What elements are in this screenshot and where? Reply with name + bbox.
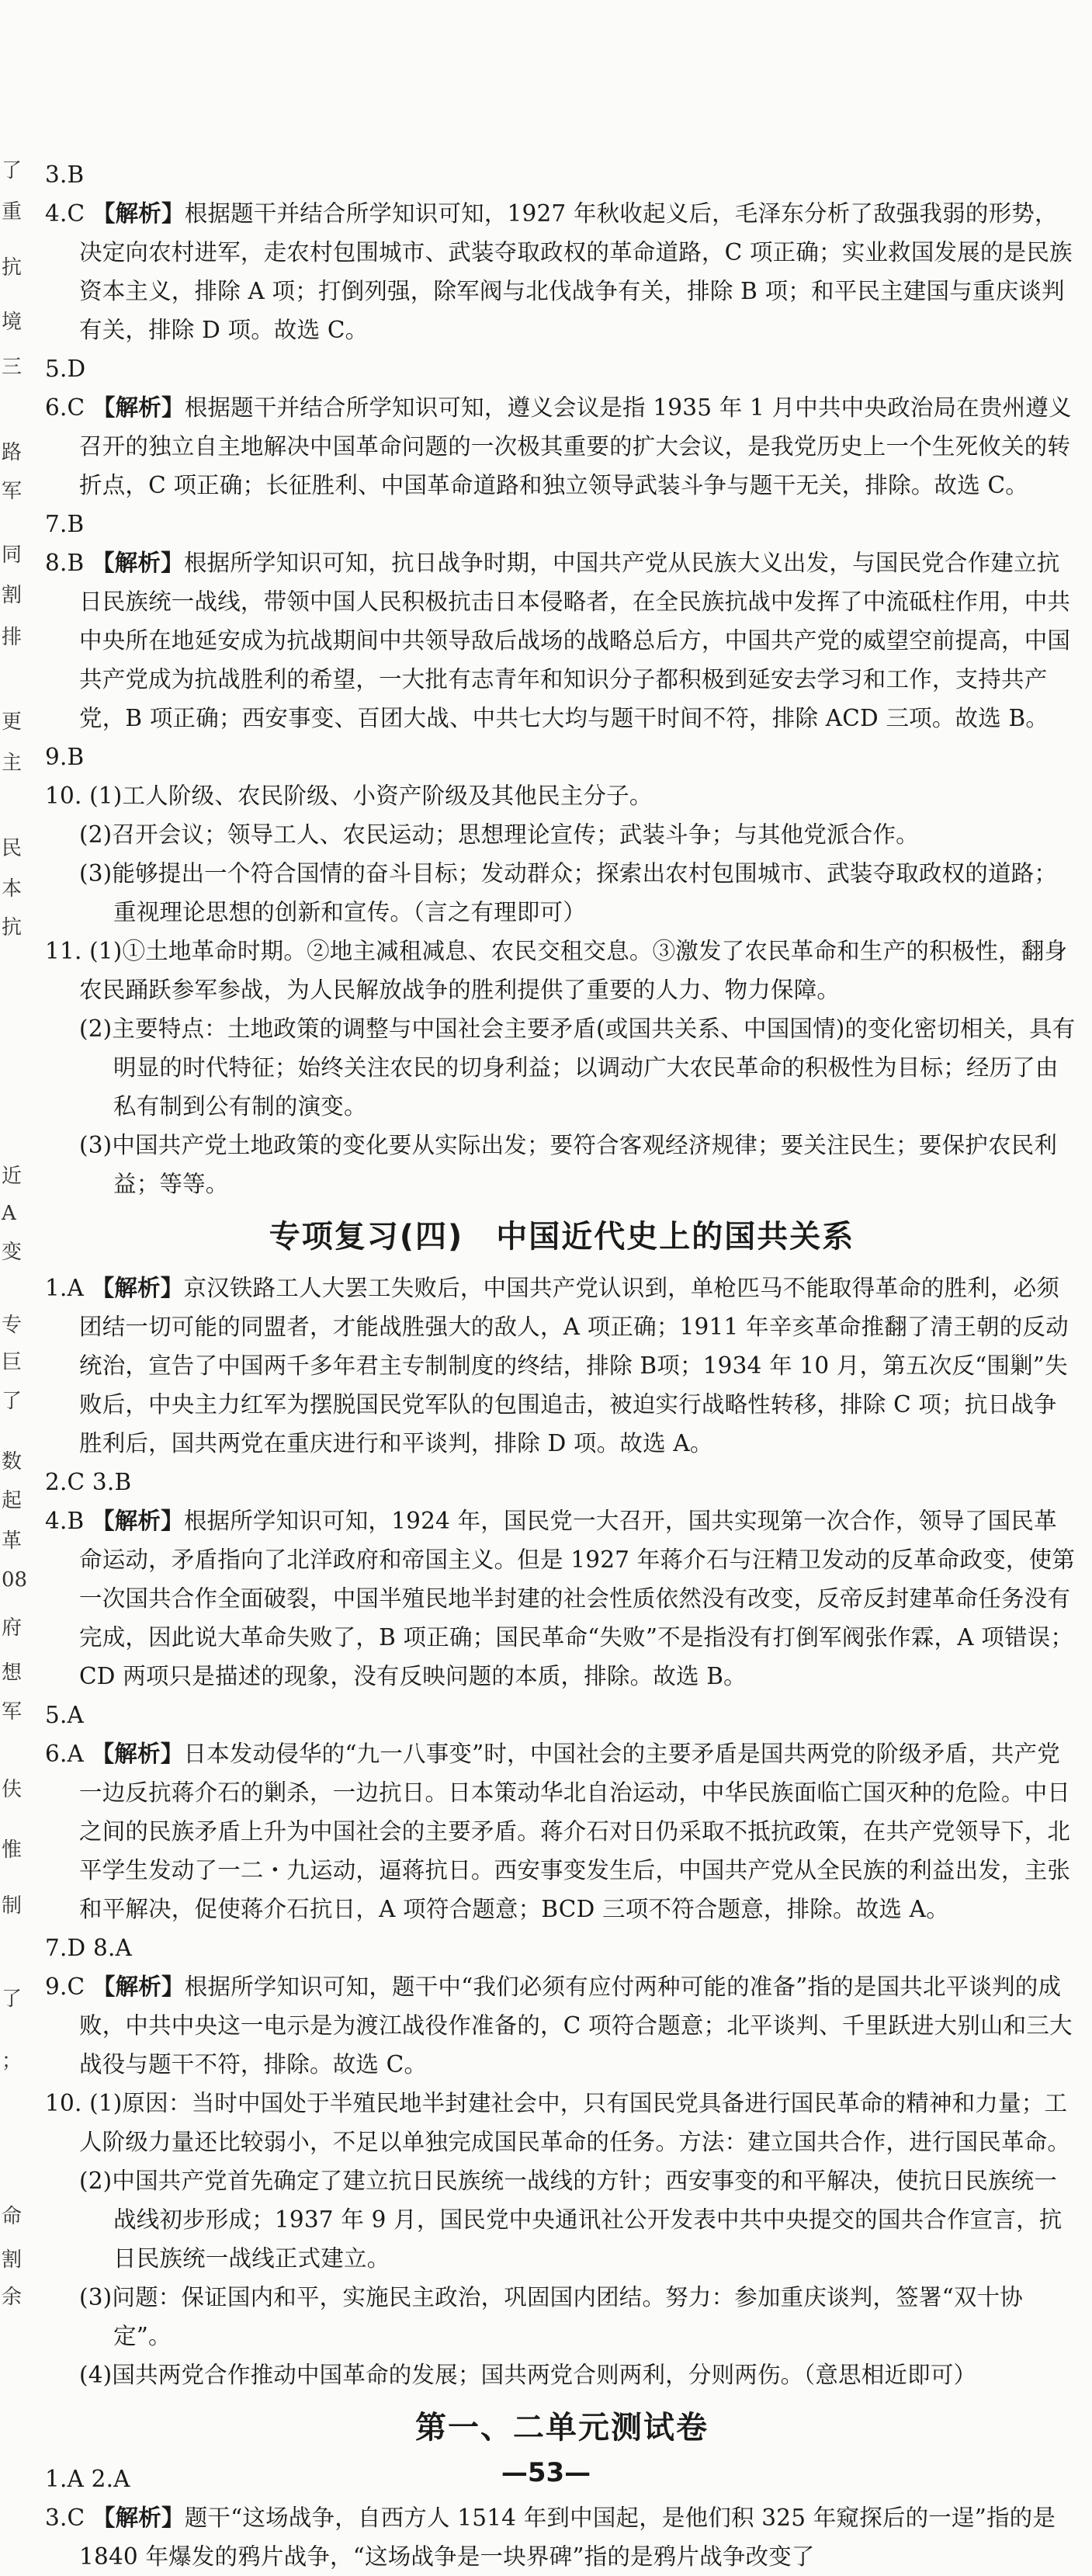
margin-char: 更: [2, 710, 23, 734]
answer-item: [45, 2498, 1079, 2576]
margin-char: 巨: [2, 1351, 23, 1374]
answer-item: [45, 1696, 1079, 1734]
margin-char: 了: [2, 159, 23, 182]
answer-text: (4)国共两党合作推动中国革命的发展；国共两党合则两利，分则两伤。（意思相近即可）: [79, 2362, 977, 2388]
answer-text: (2)召开会议；领导工人、农民运动；思想理论宣传；武装斗争；与其他党派合作。: [79, 821, 919, 848]
answer-number: 10.: [45, 2090, 82, 2116]
answer-number: 7.D: [45, 1935, 86, 1961]
answer-number: 4.C: [45, 200, 85, 227]
answer-text: (3)能够提出一个符合国情的奋斗目标；发动群众；探索出农村包围城市、武装夺取政权的道路；重视理论思想的创新和宣传。（言之有理即可）: [79, 860, 1058, 925]
margin-char: 08: [2, 1568, 28, 1592]
answer-number: 6.C: [45, 394, 85, 421]
margin-char: 军: [2, 1700, 23, 1724]
margin-char: 军: [2, 480, 23, 503]
page-number: —53—: [501, 2457, 591, 2488]
answer-number: 9.C: [45, 1974, 85, 2000]
answer-number: 6.A: [45, 1741, 85, 1767]
answer-subpart: [45, 2356, 1079, 2394]
analysis-tag: 【解析】: [91, 1275, 184, 1301]
margin-char: 抗: [2, 916, 23, 939]
answer-number: 2.C: [45, 1469, 85, 1495]
margin-char: 了: [2, 1988, 23, 2011]
margin-char: 境: [2, 311, 23, 334]
section-title: 专项复习(四) 中国近代史上的国共关系: [269, 1219, 855, 1255]
answer-text: 根据所学知识可知，题干中“我们必须有应付两种可能的准备”指的是国共北平谈判的成败，中共中央这一电示是为渡江战役作准备的，C 项符合题意；北平谈判、千里跃进大别山和三大战役与题干不符，排除。故选 C。: [79, 1974, 1073, 2078]
answer-text: (2)主要特点：土地政策的调整与中国社会主要矛盾(或国共关系、中国国情)的变化密切相关，具有明显的时代特征；始终关注农民的切身利益；以调动广大农民革命的积极性为目标；经历了由私有制到公有制的演变。: [79, 1015, 1076, 1120]
answer-text: (3)问题：保证国内和平，实施民主政治，巩固国内团结。努力：参加重庆谈判，签署“双十协定”。: [79, 2284, 1023, 2349]
margin-char: 专: [2, 1314, 23, 1337]
answer-item: [45, 2084, 1079, 2161]
answer-text: 根据所学知识可知，抗日战争时期，中国共产党从民族大义出发，与国民党合作建立抗日民族统一战线，带领中国人民积极抗击日本侵略者，在全民族抗战中发挥了中流砥柱作用，中共中央所在地延安成为抗战期间中共领导敌后战场的战略总后方，中国共产党的威望空前提高，中国共产党成为抗战胜利的希望，一大批有志青年和知识分子都积极到延安去学习和工作，支持共产党，B 项正确；西安事变、百团大战、中共七大均与题干时间不符，排除 ACD 三项。故选 B。: [79, 550, 1071, 731]
answer-text: (1)工人阶级、农民阶级、小资产阶级及其他民主分子。: [89, 783, 653, 809]
answer-number: 9.B: [45, 744, 85, 770]
margin-char: 排: [2, 626, 23, 649]
margin-char: 命: [2, 2205, 23, 2228]
section-title: 第一、二单元测试卷: [415, 2410, 709, 2446]
answer-number: 7.B: [45, 511, 85, 537]
margin-char: 抗: [2, 256, 23, 279]
margin-char: 了: [2, 1390, 23, 1413]
analysis-tag: 【解析】: [92, 1974, 185, 2000]
answer-item: [45, 1269, 1079, 1463]
answer-subpart: [45, 2278, 1079, 2356]
answer-text: (1)原因：当时中国处于半殖民地半封建社会中，只有国民党具备进行国民革命的精神和力量；工人阶级力量还比较弱小，不足以单独完成国民革命的任务。方法：建立国共合作，进行国民革命。: [79, 2090, 1071, 2155]
answer-item: [45, 543, 1079, 738]
analysis-tag: 【解析】: [92, 2505, 185, 2531]
answer-text: 京汉铁路工人大罢工失败后，中国共产党认识到，单枪匹马不能取得革命的胜利，必须团结一切可能的同盟者，才能战胜强大的敌人，A 项正确；1911 年辛亥革命推翻了清王朝的反动统治，宣告了中国两千多年君主专制制度的终结，排除 B项；1934 年 10 月，第五次反“围剿”失败后，中央主力红军为摆脱国民党军队的包围追击，被迫实行战略性转移，排除 C 项；抗日战争胜利后，国共两党在重庆进行和平谈判，排除 D 项。故选 A。: [79, 1275, 1069, 1456]
answer-number: 3.B: [45, 161, 85, 188]
margin-char: 制: [2, 1894, 23, 1918]
answer-number: 5.D: [45, 356, 86, 382]
answer-content: [45, 155, 1079, 2576]
answer-subpart: [45, 815, 1079, 854]
margin-char: 路: [2, 441, 23, 464]
answer-text: 日本发动侵华的“九一八事变”时，中国社会的主要矛盾是国共两党的阶级矛盾，共产党一边反抗蒋介石的剿杀，一边抗日。日本策动华北自治运动，中华民族面临亡国灭种的危险。中日之间的民族矛盾上升为中国社会的主要矛盾。蒋介石对日仍采取不抵抗政策，在共产党领导下，北平学生发动了一二・九运动，逼蒋抗日。西安事变发生后，中国共产党从全民族的利益出发，主张和平解决，促使蒋介石抗日，A 项符合题意；BCD 三项不符合题意，排除。故选 A。: [79, 1741, 1071, 1922]
margin-char: 府: [2, 1616, 23, 1640]
answer-item: [45, 155, 1079, 194]
margin-char: 变: [2, 1241, 23, 1264]
margin-char: 主: [2, 752, 23, 775]
answer-item: [45, 776, 1079, 815]
answer-item: [45, 194, 1079, 349]
answer-number: 11.: [45, 938, 82, 964]
margin-char: 惟: [2, 1838, 23, 1862]
margin-char: 革: [2, 1529, 23, 1553]
answer-subpart: [45, 854, 1079, 932]
margin-char: 想: [2, 1661, 23, 1685]
answer-number: 1.A: [45, 2466, 85, 2492]
answer-text: (2)中国共产党首先确定了建立抗日民族统一战线的方针；西安事变的和平解决，使抗日民族统一战线初步形成；1937 年 9 月，国民党中央通讯社公开发表中共中央提交的国共合作宣言，抗日民族统一战线正式建立。: [79, 2168, 1063, 2272]
answer-item: [45, 1929, 1079, 1967]
margin-char: A: [2, 1202, 16, 1225]
analysis-tag: 【解析】: [92, 394, 185, 421]
answer-item: [45, 932, 1079, 1009]
margin-char: 本: [2, 877, 23, 901]
analysis-tag: 【解析】: [91, 1741, 184, 1767]
answer-item: [45, 505, 1079, 543]
margin-char: 割: [2, 584, 23, 607]
answer-item: [45, 1967, 1079, 2084]
margin-char: 同: [2, 543, 23, 567]
analysis-tag: 【解析】: [92, 200, 185, 227]
answer-text: (1)①土地革命时期。②地主减租减息、农民交租交息。③激发了农民革命和生产的积极性，翻身农民踊跃参军参战，为人民解放战争的胜利提供了重要的人力、物力保障。: [79, 938, 1068, 1003]
answer-item: [45, 388, 1079, 505]
analysis-tag: 【解析】: [92, 1508, 184, 1534]
answer-number: 10.: [45, 783, 82, 809]
answer-number: 4.B: [45, 1508, 85, 1534]
answer-text: 8.A: [92, 1935, 133, 1961]
margin-char: 近: [2, 1165, 23, 1188]
answer-item: [45, 1463, 1079, 1502]
answer-number: 3.C: [45, 2505, 85, 2531]
answer-subpart: [45, 2161, 1079, 2278]
answer-item: [45, 1734, 1079, 1929]
margin-char: 重: [2, 200, 23, 224]
answer-text: 2.A: [91, 2466, 130, 2492]
margin-char: 伕: [2, 1778, 23, 1801]
answer-subpart: [45, 1126, 1079, 1203]
answer-text: 3.B: [92, 1469, 132, 1495]
answer-item: [45, 349, 1079, 388]
answer-text: 根据所学知识可知，1924 年，国民党一大召开，国共实现第一次合作，领导了国民革命运动，矛盾指向了北洋政府和帝国主义。但是 1927 年蒋介石与汪精卫发动的反革命政变，使第一次国共合作全面破裂，中国半殖民地半封建的社会性质依然没有改变，反帝反封建革命任务没有完成，因此说大革命失败了，B 项正确；国民革命“失败”不是指没有打倒军阀张作霖，A 项错误；CD 两项只是描述的现象，没有反映问题的本质，排除。故选 B。: [79, 1508, 1076, 1689]
margin-char: 民: [2, 837, 23, 860]
answer-item: [45, 738, 1079, 776]
margin-char: 割: [2, 2248, 23, 2272]
analysis-tag: 【解析】: [92, 550, 184, 576]
answer-number: 8.B: [45, 550, 85, 576]
answer-text: 根据题干并结合所学知识可知，1927 年秋收起义后，毛泽东分析了敌强我弱的形势，决定向农村进军，走农村包围城市、武装夺取政权的革命道路，C 项正确；实业救国发展的是民族资本主义，排除 A 项；打倒列强，除军阀与北伐战争有关，排除 B 项；和平民主建国与重庆谈判有关，排除 D 项。故选 C。: [79, 200, 1073, 343]
answer-subpart: [45, 1009, 1079, 1126]
left-margin-bleed-text: [0, 0, 31, 2518]
answer-number: 1.A: [45, 1275, 85, 1301]
margin-char: ；: [2, 2050, 23, 2073]
answer-text: 根据题干并结合所学知识可知，遵义会议是指 1935 年 1 月中共中央政治局在贵州遵义召开的独立自主地解决中国革命问题的一次极其重要的扩大会议，是我党历史上一个生死攸关的转折点，C 项正确；长征胜利、中国革命道路和独立领导武装斗争与题干无关，排除。故选 C。: [79, 394, 1072, 498]
margin-char: 数: [2, 1450, 23, 1474]
margin-char: 起: [2, 1489, 23, 1512]
answer-number: 5.A: [45, 1702, 85, 1728]
margin-char: 余: [2, 2286, 23, 2309]
answer-item: [45, 1502, 1079, 1696]
answer-text: (3)中国共产党土地政策的变化要从实际出发；要符合客观经济规律；要关注民生；要保护农民利益；等等。: [79, 1132, 1058, 1197]
margin-char: 三: [2, 356, 23, 379]
answer-text: 题干“这场战争，自西方人 1514 年到中国起，是他们积 325 年窥探后的一逞”指的是 1840 年爆发的鸦片战争，“这场战争是一块界碑”指的是鸦片战争改变了: [79, 2505, 1056, 2570]
